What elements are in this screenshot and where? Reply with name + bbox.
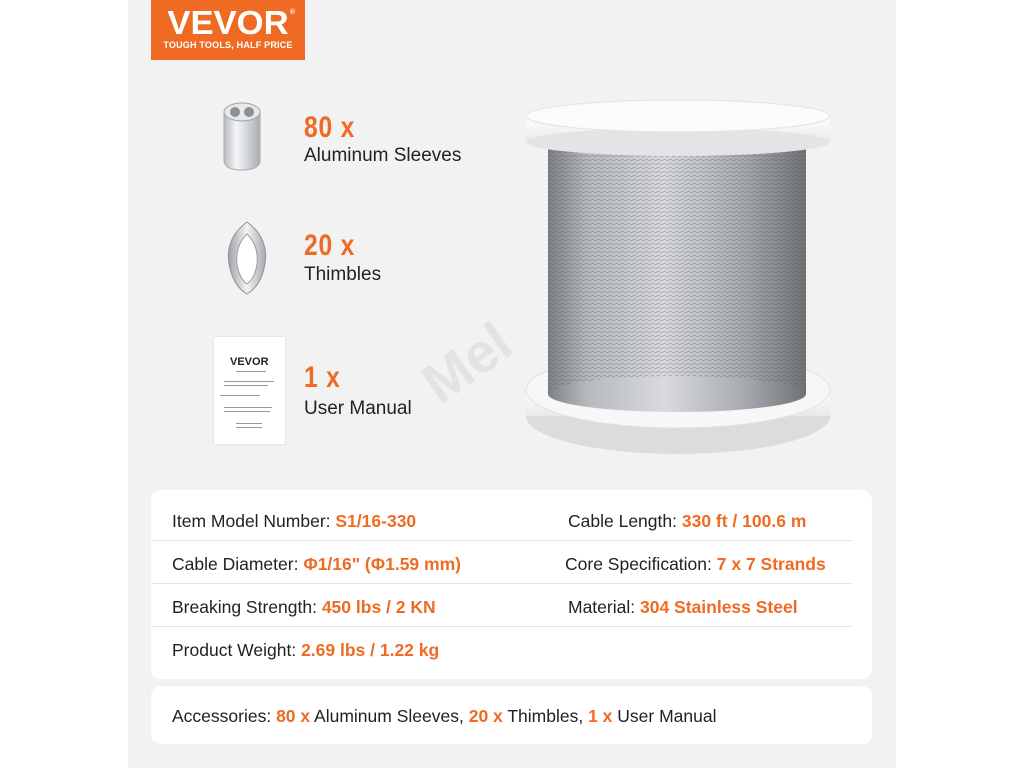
user-manual-icon (214, 337, 285, 444)
spec-cable-diameter (172, 554, 461, 575)
spec-label: Material: (568, 597, 636, 617)
spec-label: Cable Diameter: (172, 554, 299, 574)
accessories-label: Accessories: (172, 706, 272, 726)
registered-mark: ® (289, 9, 295, 16)
accessory-qty: 1 x (588, 706, 613, 726)
spec-model-number (172, 511, 416, 532)
aluminum-sleeve-icon (220, 98, 264, 174)
accessory-name: Thimbles, (507, 706, 584, 726)
thimbles-label: Thimbles (304, 264, 382, 285)
spec-label: Cable Length: (568, 511, 677, 531)
accessory-qty: 80 x (276, 706, 311, 726)
spec-label: Breaking Strength: (172, 597, 317, 617)
spec-value: Φ1/16" (Φ1.59 mm) (303, 554, 461, 574)
accessories-card (151, 686, 872, 744)
spec-core-specification (565, 554, 826, 575)
spec-value: 450 lbs / 2 KN (321, 597, 436, 617)
spec-value: 2.69 lbs / 1.22 kg (301, 640, 440, 660)
spec-material (568, 597, 798, 618)
spec-label: Item Model Number: (172, 511, 331, 531)
spec-value: 304 Stainless Steel (639, 597, 798, 617)
thimble-icon (223, 218, 271, 298)
spec-value: 7 x 7 Strands (716, 554, 826, 574)
spec-breaking-strength (172, 597, 436, 618)
manual-label: User Manual (304, 398, 412, 419)
accessory-name: User Manual (617, 706, 717, 726)
spec-value: 330 ft / 100.6 m (681, 511, 807, 531)
manual-brand: VEVOR (230, 356, 269, 368)
cable-spool-image (522, 98, 834, 458)
spec-value: S1/16-330 (335, 511, 417, 531)
accessory-name: Aluminum Sleeves, (314, 706, 464, 726)
thimbles-quantity: 20 x (304, 229, 356, 262)
sleeves-quantity: 80 x (304, 111, 356, 144)
manual-quantity: 1 x (304, 361, 341, 394)
spec-label: Core Specification: (565, 554, 712, 574)
vevor-logo (151, 0, 305, 60)
brand-name: VEVOR (167, 4, 289, 41)
spec-label: Product Weight: (172, 640, 297, 660)
spec-cable-length (568, 511, 806, 532)
accessories-line (172, 706, 716, 727)
brand-tagline: TOUGH TOOLS, HALF PRICE (163, 40, 293, 50)
specifications-card (151, 490, 872, 679)
accessory-qty: 20 x (468, 706, 503, 726)
sleeves-label: Aluminum Sleeves (304, 145, 462, 166)
watermark: Mel (410, 309, 523, 416)
spec-product-weight (172, 640, 439, 661)
